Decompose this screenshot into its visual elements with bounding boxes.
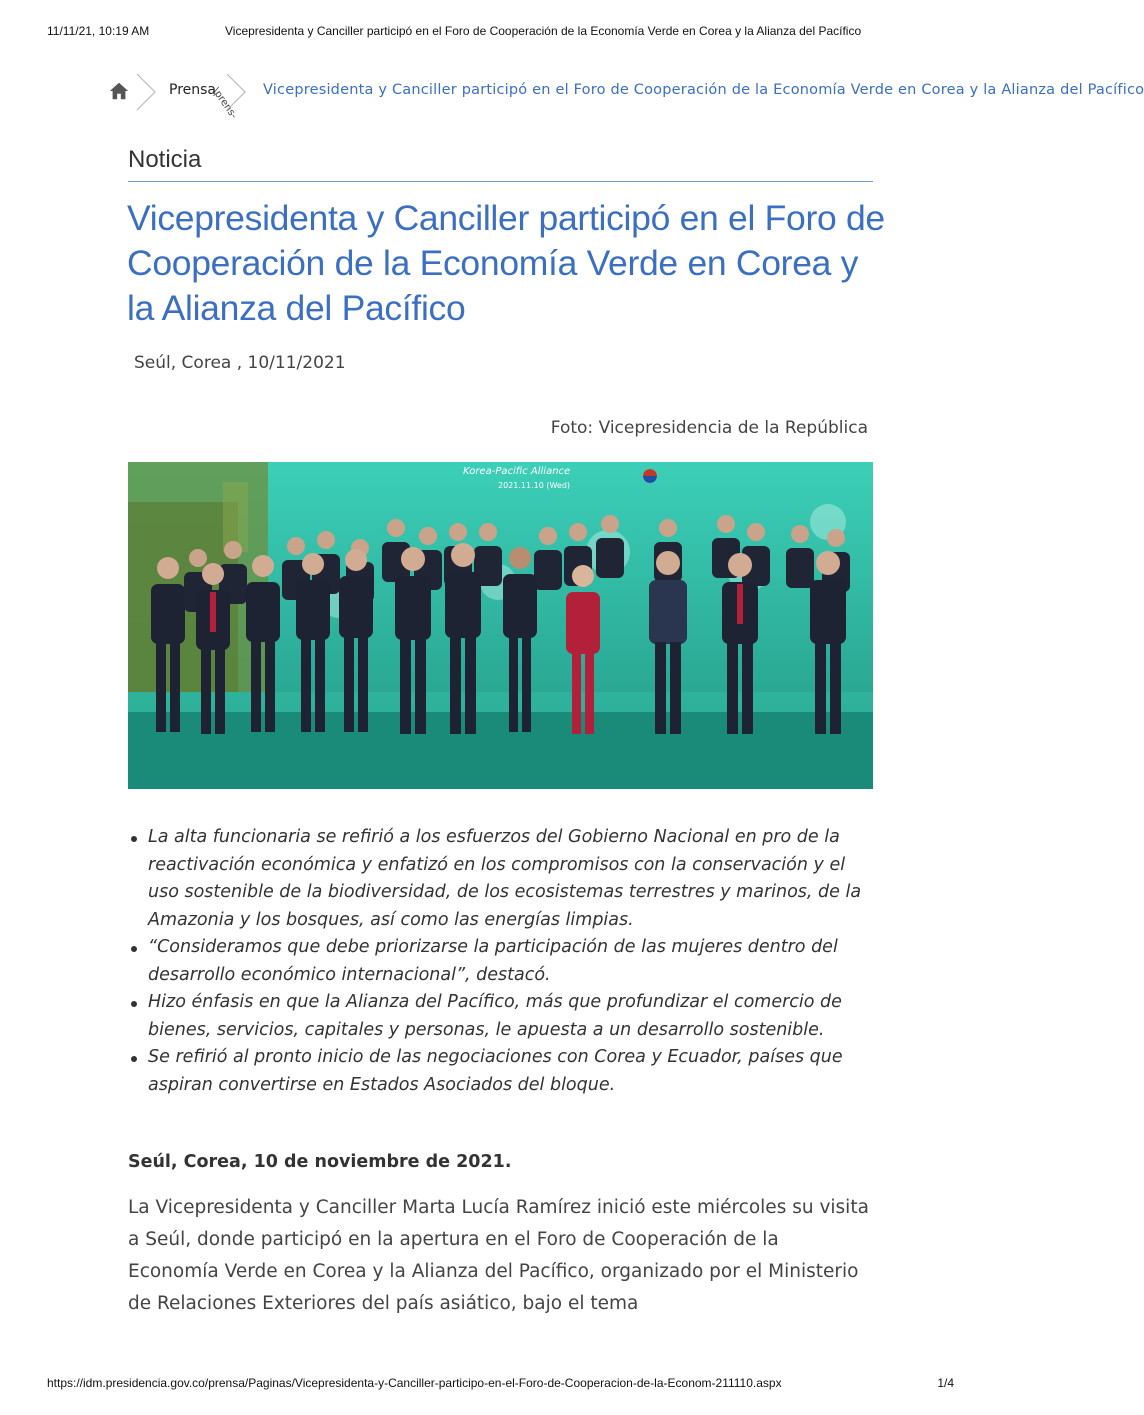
highlight-text: Hizo énfasis en que la Alianza del Pacífico, más que profundizar el comercio de bienes, servicios, capitales y personas, le apuesta a un desarrollo sostenible. <box>148 992 842 1040</box>
print-date: 11/11/21, 10:19 AM <box>47 24 150 38</box>
section-label: Noticia <box>128 146 202 173</box>
bullet-dot <box>131 946 137 952</box>
breadcrumb-overlay-fragment: \prens- <box>209 86 240 121</box>
bullet-dot <box>131 1056 137 1062</box>
bullet-dot <box>131 1001 137 1007</box>
article-lead: Seúl, Corea, 10 de noviembre de 2021. <box>128 1152 512 1172</box>
breadcrumb-current[interactable]: Vicepresidenta y Canciller participó en el Foro de Cooperación de la Economía Verde en Corea y la Alianza del Pacífico <box>263 82 1144 98</box>
list-item <box>128 989 873 1044</box>
print-doc-title: Vicepresidenta y Canciller participó en el Foro de Cooperación de la Economía Verde en Corea y la Alianza del Pacífico <box>225 24 862 38</box>
list-item <box>128 1044 873 1099</box>
highlight-text: La alta funcionaria se refirió a los esfuerzos del Gobierno Nacional en pro de la reactivación económica y enfatizó en los compromisos con la conservación y el uso sostenible de la biodiversidad, de los ecosistemas terrestres y marinos, de la Amazonia y los bosques, así como las energías limpias. <box>148 827 862 930</box>
article-title: Vicepresidenta y Canciller participó en el Foro de Cooperación de la Economía Verde en Corea y la Alianza del Pacífico <box>127 198 885 328</box>
chevron-right-icon <box>225 72 247 112</box>
print-url: https://idm.presidencia.gov.co/prensa/Paginas/Vicepresidenta-y-Canciller-participo-en-el-Foro-de-Cooperacion-de-la-Econom-211110.aspx <box>47 1376 782 1390</box>
home-icon[interactable] <box>108 80 130 102</box>
bullet-dot <box>131 836 137 842</box>
section-divider <box>128 181 873 182</box>
highlight-text: Se refirió al pronto inicio de las negociaciones con Corea y Ecuador, países que aspiran convertirse en Estados Asociados del bloque. <box>148 1047 843 1095</box>
breadcrumb-link-prensa[interactable]: Prensa <box>169 82 217 98</box>
photo-banner-text: Korea-Pacific Alliance <box>463 466 571 477</box>
list-item <box>128 934 873 989</box>
article-dateline: Seúl, Corea , 10/11/2021 <box>134 353 346 373</box>
breadcrumb <box>108 72 1144 121</box>
highlight-text: “Consideramos que debe priorizarse la participación de las mujeres dentro del desarrollo económico internacional”, destacó. <box>148 937 838 985</box>
list-item <box>128 824 873 934</box>
photo-banner-date: 2021.11.10 (Wed) <box>498 481 571 490</box>
page-number: 1/4 <box>937 1376 954 1390</box>
article-body: La Vicepresidenta y Canciller Marta Lucía Ramírez inició este miércoles su visita a Seúl, donde participó en la apertura en el Foro de Cooperación de la Economía Verde en Corea y la Alianza del Pacífico, organizado por el Ministerio de Relaciones Exteriores del país asiático, bajo el tema <box>128 1197 869 1314</box>
photo-credit: Foto: Vicepresidencia de la República <box>550 418 868 438</box>
chevron-right-icon <box>135 72 157 112</box>
article-photo <box>128 462 873 789</box>
article-highlights <box>128 824 873 1099</box>
